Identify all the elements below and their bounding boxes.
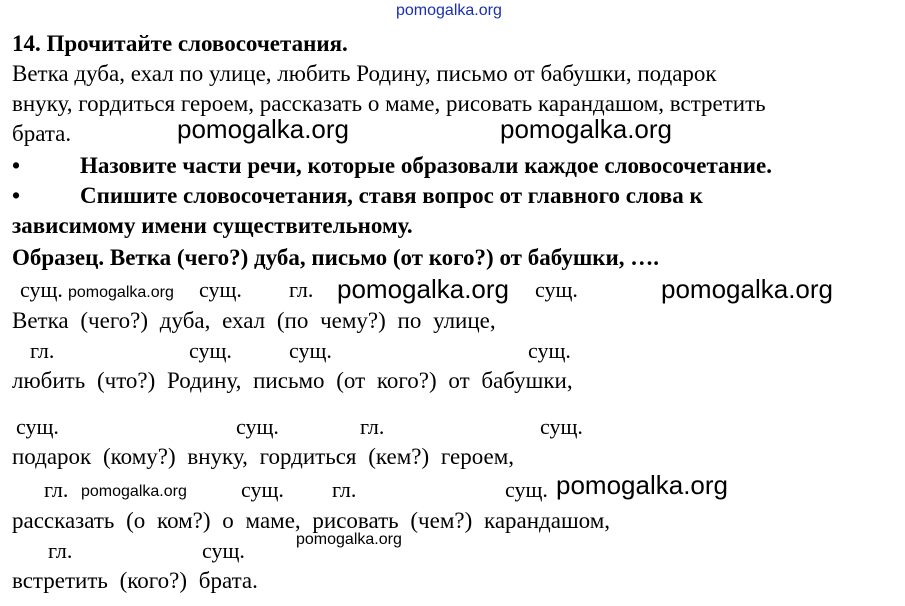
task-text: Ветка дуба, ехал по улице, любить Родину, письмо от бабушки, подарок (12, 61, 717, 86)
task-title: 14. Прочитайте словосочетания. (12, 31, 348, 56)
watermark: pomogalka.org (81, 483, 187, 500)
phrase-line: Ветка (чего?) дуба, ехал (по чему?) по улице, (12, 308, 496, 333)
phrase-line: встретить (кого?) брата. (12, 568, 258, 593)
bullet-item (12, 184, 703, 207)
pos-label: сущ. (505, 477, 548, 502)
watermark: pomogalka.org (661, 274, 833, 304)
pos-label: сущ. (528, 338, 571, 363)
pos-label: сущ. (535, 277, 578, 302)
bullet-text: Спишите словосочетания, ставя вопрос от главного слова к (80, 183, 703, 208)
pos-label: сущ. (202, 538, 245, 563)
bullet-text: Назовите части речи, которые образовали каждое словосочетание. (80, 153, 772, 178)
task-text: брата. (12, 121, 72, 146)
pos-label: сущ. (540, 414, 583, 439)
phrase-line: рассказать (о ком?) о маме, рисовать (чем?) карандашом, (12, 508, 611, 533)
pos-label: сущ. (20, 277, 63, 302)
watermark: pomogalka.org (68, 284, 174, 301)
watermark: pomogalka.org (500, 114, 672, 144)
bullet-marker: • (12, 153, 21, 178)
pos-label: сущ. (16, 414, 59, 439)
sample-line: Образец. Ветка (чего?) дуба, письмо (от кого?) от бабушки, …. (12, 245, 659, 270)
bullet-text-continued: зависимому имени существительному. (12, 213, 413, 238)
pos-label: гл. (332, 477, 357, 502)
phrase-line: любить (что?) Родину, письмо (от кого?) от бабушки, (12, 368, 573, 393)
bullet-marker: • (12, 183, 21, 208)
pos-label: гл. (48, 538, 73, 563)
watermark: pomogalka.org (296, 531, 402, 548)
pos-label: сущ. (241, 477, 284, 502)
pos-label: гл. (30, 338, 55, 363)
pos-label: гл. (360, 414, 385, 439)
watermark: pomogalka.org (177, 114, 349, 144)
pos-label: сущ. (236, 414, 279, 439)
pos-label: сущ. (189, 338, 232, 363)
bullet-item (12, 154, 772, 177)
pos-label: гл. (289, 277, 314, 302)
task-text: внуку, гордиться героем, рассказать о маме, рисовать карандашом, встретить (12, 91, 766, 116)
phrase-line: подарок (кому?) внуку, гордиться (кем?) героем, (12, 444, 515, 469)
watermark-top: pomogalka.org (396, 2, 502, 19)
watermark: pomogalka.org (337, 274, 509, 304)
watermark: pomogalka.org (556, 470, 728, 500)
pos-label: гл. (44, 477, 69, 502)
pos-label: сущ. (199, 277, 242, 302)
pos-label: сущ. (289, 338, 332, 363)
